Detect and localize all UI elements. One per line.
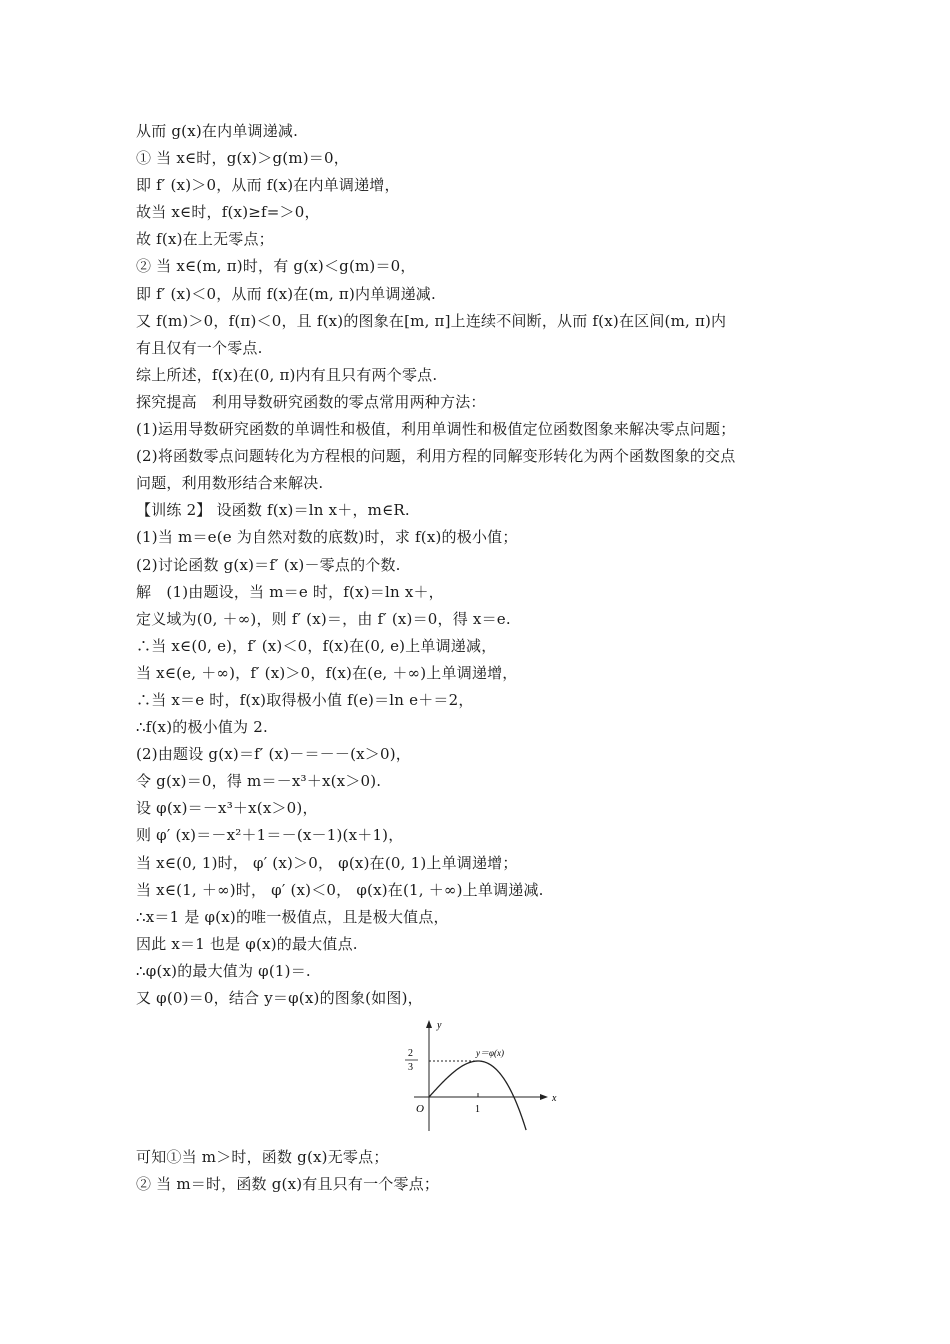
x-axis-label: x bbox=[552, 1093, 557, 1105]
paragraph-line: 从而 g(x)在内单调递减. bbox=[136, 122, 299, 140]
text-block-before-figure bbox=[136, 118, 816, 1012]
paragraph-line: ① 当 x∈时，g(x)＞g(m)＝0， bbox=[136, 149, 349, 168]
paragraph-line: 定义域为(0, ＋∞)，则 f′ (x)＝，由 f′ (x)＝0，得 x＝e. bbox=[136, 609, 511, 628]
curve-label: y＝φ(x) bbox=[476, 1048, 504, 1059]
paragraph-line: ∴φ(x)的最大值为 φ(1)＝. bbox=[136, 961, 311, 980]
graph-figure bbox=[136, 1016, 816, 1138]
text-block-after-figure bbox=[136, 1144, 816, 1198]
paragraph-line: (1)运用导数研究函数的单调性和极值，利用单调性和极值定位函数图象来解决零点问题； bbox=[136, 420, 736, 439]
y-tick-denominator: 3 bbox=[408, 1062, 413, 1074]
x-tick-label: 1 bbox=[475, 1104, 480, 1116]
paragraph-line: (2)讨论函数 g(x)＝f′ (x)－零点的个数. bbox=[136, 555, 401, 574]
paragraph-line: 探究提高 利用导数研究函数的零点常用两种方法： bbox=[136, 392, 486, 411]
paragraph-line: 可知①当 m＞时，函数 g(x)无零点； bbox=[136, 1148, 389, 1167]
paragraph-line: 令 g(x)＝0，得 m＝－x³＋x(x＞0). bbox=[136, 772, 382, 791]
paragraph-line: 综上所述，f(x)在(0, π)内有且只有两个零点. bbox=[136, 365, 438, 384]
y-axis-arrow bbox=[426, 1020, 432, 1028]
x-axis-arrow bbox=[540, 1094, 548, 1100]
origin-label: O bbox=[416, 1103, 424, 1116]
paragraph-line: (2)将函数零点问题转化为方程根的问题，利用方程的同解变形转化为两个函数图象的交点 bbox=[136, 447, 736, 466]
paragraph-line: ∴当 x＝e 时，f(x)取得极小值 f(e)＝ln e＋＝2， bbox=[136, 690, 474, 709]
paragraph-line: 因此 x＝1 也是 φ(x)的最大值点. bbox=[136, 934, 358, 953]
paragraph-line: ∴当 x∈(0, e)，f′ (x)＜0，f(x)在(0, e)上单调递减， bbox=[136, 636, 497, 655]
phi-graph-svg bbox=[392, 1016, 562, 1136]
paragraph-line: ② 当 m＝时，函数 g(x)有且只有一个零点； bbox=[136, 1175, 440, 1194]
paragraph-line: 则 φ′ (x)＝－x²＋1＝－(x－1)(x＋1)， bbox=[136, 826, 404, 845]
paragraph-line: 故 f(x)在上无零点； bbox=[136, 230, 274, 249]
paragraph-line: 又 f(m)＞0，f(π)＜0，且 f(x)的图象在[m, π]上连续不间断，从而 f(x)在区间(m, π)内 bbox=[136, 311, 727, 330]
paragraph-line: 故当 x∈时，f(x)≥f=＞0， bbox=[136, 203, 320, 222]
paragraph-line: 问题，利用数形结合来解决. bbox=[136, 474, 324, 493]
paragraph-line: 解 (1)由题设，当 m＝e 时，f(x)＝ln x＋， bbox=[136, 582, 444, 601]
paragraph-line: (1)当 m＝e(e 为自然对数的底数)时，求 f(x)的极小值； bbox=[136, 528, 518, 547]
paragraph-line: 当 x∈(e, ＋∞)，f′ (x)＞0，f(x)在(e, ＋∞)上单调递增， bbox=[136, 663, 518, 682]
paragraph-line: 又 φ(0)＝0，结合 y＝φ(x)的图象(如图)， bbox=[136, 989, 423, 1007]
paragraph-line: 【训练 2】 设函数 f(x)＝ln x＋，m∈R. bbox=[136, 501, 410, 520]
paragraph-line: ∴x＝1 是 φ(x)的唯一极值点，且是极大值点， bbox=[136, 907, 449, 926]
paragraph-line: 当 x∈(0, 1)时， φ′ (x)＞0， φ(x)在(0, 1)上单调递增； bbox=[136, 853, 518, 872]
y-axis-label: y bbox=[437, 1020, 442, 1032]
document-page bbox=[136, 118, 816, 1198]
paragraph-line: 有且仅有一个零点. bbox=[136, 338, 263, 357]
paragraph-line: 即 f′ (x)＞0，从而 f(x)在内单调递增， bbox=[136, 176, 400, 195]
paragraph-line: 设 φ(x)＝－x³＋x(x＞0)， bbox=[136, 799, 318, 818]
paragraph-line: 当 x∈(1, ＋∞)时， φ′ (x)＜0， φ(x)在(1, ＋∞)上单调递减. bbox=[136, 880, 544, 899]
paragraph-line: (2)由题设 g(x)＝f′ (x)－＝－－(x＞0)， bbox=[136, 745, 411, 764]
paragraph-line: ② 当 x∈(m, π)时，有 g(x)＜g(m)＝0， bbox=[136, 257, 416, 276]
y-tick-numerator: 2 bbox=[408, 1048, 413, 1060]
paragraph-line: 即 f′ (x)＜0，从而 f(x)在(m, π)内单调递减. bbox=[136, 284, 436, 303]
paragraph-line: ∴f(x)的极小值为 2. bbox=[136, 718, 268, 737]
